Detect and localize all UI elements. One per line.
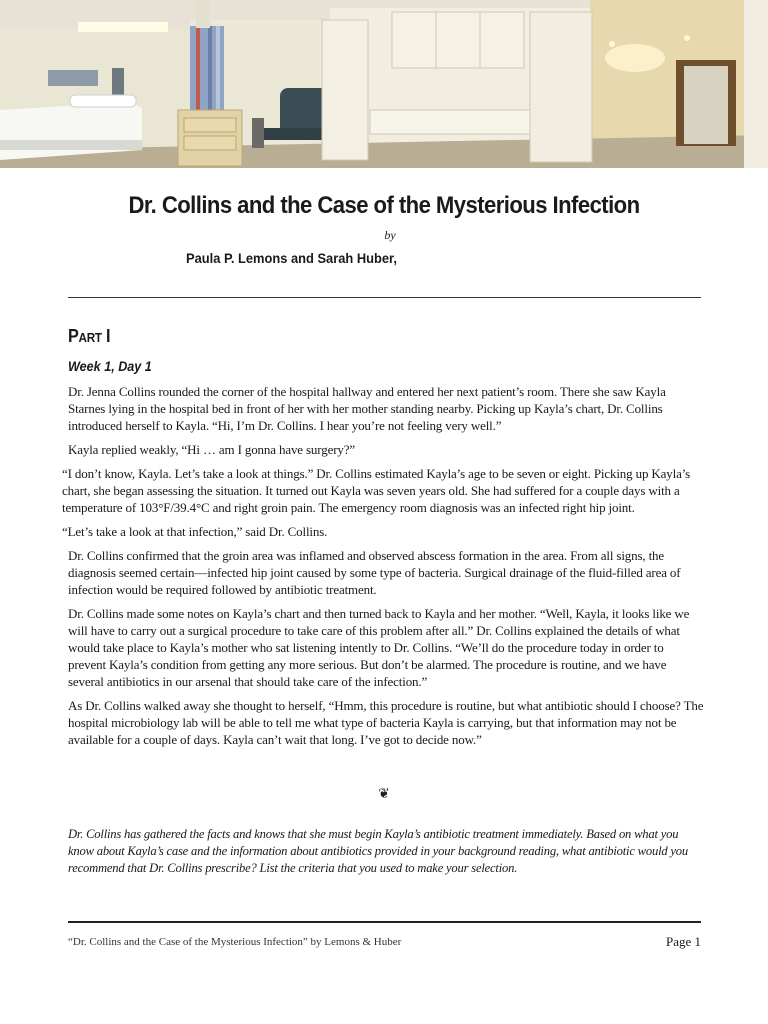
- footer-divider: [68, 921, 701, 923]
- section-ornament-icon: ❦: [378, 787, 390, 802]
- authors: Paula P. Lemons and Sarah Huber,: [186, 250, 397, 266]
- paragraph: Dr. Jenna Collins rounded the corner of the hospital hallway and entered her next patient’s room. There she saw Kayla Starnes lying in the hospital bed in front of her with her mother standing nearby. Picking up Kayla’s chart, Dr. Collins introduced herself to Kayla. “Hi, I’m Dr. Collins. I hear you’re not feeling very well.”: [68, 384, 666, 433]
- part-heading: Part I: [68, 326, 111, 346]
- hospital-room-photo: [0, 0, 768, 168]
- page-number: Page 1: [665, 934, 701, 949]
- footer-citation: “Dr. Collins and the Case of the Mysterious Infection” by Lemons & Huber: [68, 936, 402, 948]
- case-narrative: [62, 383, 704, 755]
- paragraph: As Dr. Collins walked away she thought to herself, “Hmm, this procedure is routine, but what antibiotic should I choose? The hospital microbiology lab will be able to tell me what type of bacteria Kayla is carrying, but that information may not be available for a couple of days. Kayla can’t wait that long. I’ve got to decide now.”: [68, 698, 704, 747]
- discussion-question: Dr. Collins has gathered the facts and knows that she must begin Kayla’s antibiotic treatment immediately. Based on what you know about Kayla’s case and the information about antibiotics provided in your background reading, what antibiotic would you recommend that Dr. Collins prescribe? List the criteria that you used to make your selection.: [68, 827, 689, 875]
- paragraph: “Let’s take a look at that infection,” said Dr. Collins.: [62, 524, 328, 539]
- byline-label: by: [384, 228, 396, 242]
- paragraph: Dr. Collins made some notes on Kayla’s chart and then turned back to Kayla and her mother. “Well, Kayla, it looks like we will have to carry out a surgical procedure to take care of this problem after all.” Dr. Collins explained the details of what would take place to Kayla’s mother who sat listening intently to Dr. Collins. “We’ll do the procedure today in order to prevent Kayla’s condition from getting any more serious. But don’t be alarmed. The procedure is routine, and we have several antibiotics in our arsenal that should take care of the infection.”: [68, 606, 690, 689]
- paragraph: “I don’t know, Kayla. Let’s take a look at things.” Dr. Collins estimated Kayla’s age to be seven or eight. Picking up Kayla’s chart, she began assessing the situation. It turned out Kayla was seven years old. She had suffered for a couple days with a temperature of 103°F/39.4°C and right groin pain. The emergency room diagnosis was an infected right hip joint.: [62, 466, 691, 515]
- section-subheading: Week 1, Day 1: [68, 358, 152, 374]
- paragraph: Kayla replied weakly, “Hi … am I gonna have surgery?”: [68, 442, 355, 457]
- header-divider: [68, 297, 701, 298]
- paragraph: Dr. Collins confirmed that the groin area was inflamed and observed abscess formation in the area. From all signs, the diagnosis seemed certain—infected hip joint caused by some type of bacteria. Surgical drainage of the fluid-filled area of infection would be required followed by antibiotic treatment.: [68, 548, 681, 597]
- document-title: Dr. Collins and the Case of the Mysterious Infection: [128, 192, 640, 219]
